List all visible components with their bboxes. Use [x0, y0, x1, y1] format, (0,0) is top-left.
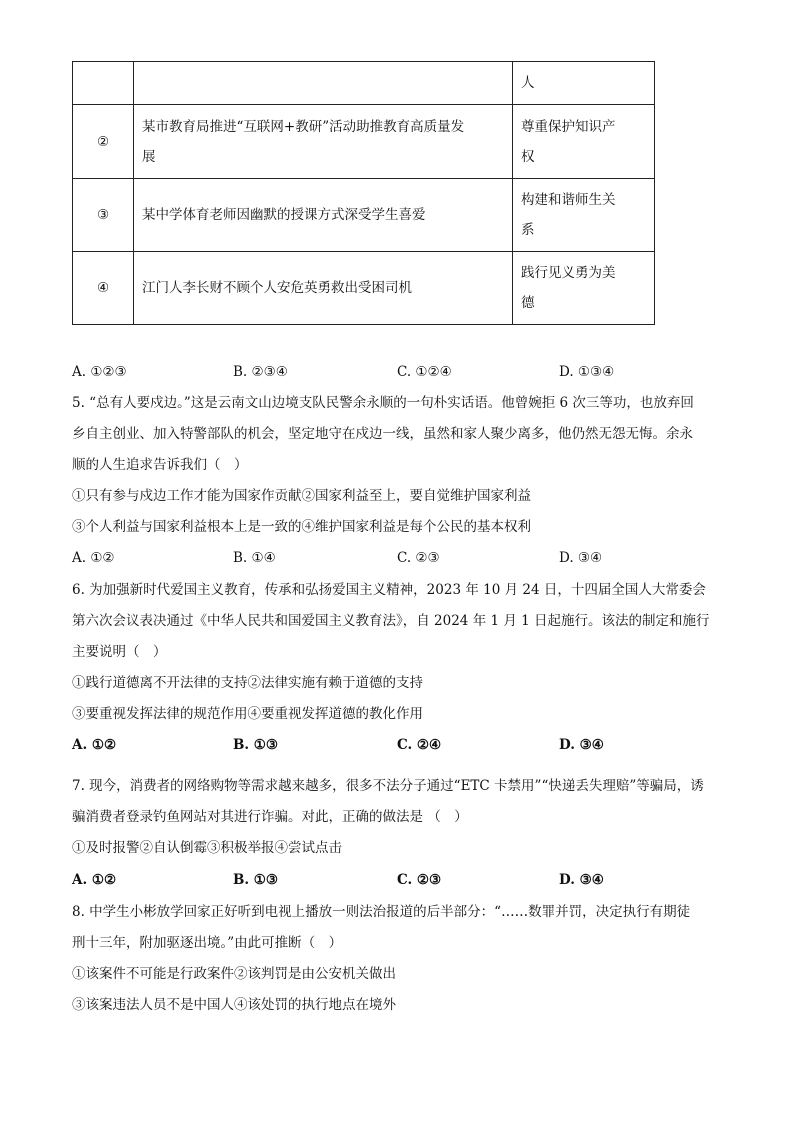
- question-5-stem-line: 5. “总有人要戍边。”这是云南文山边境支队民警余永顺的一句朴实话语。他曾婉拒 6 次三等功，也放弃回: [72, 395, 694, 411]
- option-d[interactable]: D. ③④: [559, 872, 604, 888]
- option-c[interactable]: C. ②③: [397, 872, 442, 888]
- option-a[interactable]: A. ①②: [72, 737, 117, 753]
- option-a[interactable]: A. ①②③: [72, 364, 127, 380]
- cell-line: 展: [142, 148, 156, 165]
- question-6-options: [72, 735, 632, 755]
- option-c[interactable]: C. ②④: [397, 737, 442, 753]
- option-b[interactable]: B. ①③: [233, 737, 279, 753]
- cell-line: 构建和谐师生关: [521, 192, 616, 208]
- question-7-stem-line: 骗消费者登录钓鱼网站对其进行诈骗。对此，正确的做法是 （ ）: [72, 809, 468, 825]
- table-cell-text: [134, 62, 513, 105]
- question-7-stem-line: 7. 现今，消费者的网络购物等需求越来越多，很多不法分子通过“ETC 卡禁用”“快递丢失理赔”等骗局，诱: [72, 778, 704, 794]
- cell-line: 践行见义勇为美: [521, 265, 616, 281]
- table-cell-text: 某中学体育老师因幽默的授课方式深受学生喜爱: [134, 179, 513, 252]
- question-6-statement: ①践行道德离不开法律的支持②法律实施有赖于道德的支持: [72, 675, 423, 691]
- question-6-stem-line: 第六次会议表决通过《中华人民共和国爱国主义教育法》，自 2024 年 1 月 1 日起施行。该法的制定和施行: [72, 613, 710, 629]
- question-5-stem-line: 乡自主创业、加入特警部队的机会，坚定地守在戍边一线，虽然和家人聚少离多，他仍然无怨无悔。余永: [72, 426, 693, 442]
- table-cell-value: [513, 179, 655, 252]
- cell-line: 尊重保护知识产: [521, 118, 616, 135]
- cell-line: 德: [521, 295, 535, 311]
- table-row: [73, 252, 655, 325]
- table-row: [73, 62, 655, 105]
- question-8-statement: ③该案违法人员不是中国人④该处罚的执行地点在境外: [72, 997, 396, 1013]
- question-8-statement: ①该案件不可能是行政案件②该判罚是由公安机关做出: [72, 966, 396, 982]
- question-4-table: [72, 61, 655, 325]
- question-8-stem-line: 刑十三年，附加驱逐出境。”由此可推断（ ）: [72, 935, 343, 951]
- option-a[interactable]: A. ①②: [72, 550, 115, 566]
- question-5-stem-line: 顺的人生追求告诉我们（ ）: [72, 457, 248, 473]
- table-cell-text: 江门人李长财不顾个人安危英勇救出受困司机: [134, 252, 513, 325]
- option-b[interactable]: B. ①④: [233, 550, 276, 566]
- table-row: [73, 179, 655, 252]
- question-6-stem-line: 6. 为加强新时代爱国主义教育，传承和弘扬爱国主义精神，2023 年 10 月 24 日，十四届全国人大常委会: [72, 582, 706, 598]
- question-8-stem-line: 8. 中学生小彬放学回家正好听到电视上播放一则法治报道的后半部分：“……数罪并罚，决定执行有期徒: [72, 904, 691, 920]
- option-a[interactable]: A. ①②: [72, 872, 117, 888]
- table-cell-text: [134, 105, 513, 179]
- question-5-options: [72, 548, 632, 568]
- option-c[interactable]: C. ②③: [397, 550, 440, 566]
- table-cell-value: [513, 252, 655, 325]
- option-d[interactable]: D. ③④: [559, 550, 603, 566]
- option-d[interactable]: D. ③④: [559, 737, 604, 753]
- table-cell-num: ②: [73, 105, 134, 179]
- table-cell-num: ④: [73, 252, 134, 325]
- table-cell-value: [513, 105, 655, 179]
- question-4-options: [72, 362, 632, 382]
- question-7-options: [72, 870, 632, 890]
- question-6-statement: ③要重视发挥法律的规范作用④要重视发挥道德的教化作用: [72, 706, 423, 722]
- question-5-statement: ①只有参与戍边工作才能为国家作贡献②国家利益至上，要自觉维护国家利益: [72, 488, 531, 504]
- question-7-statement: ①及时报警②自认倒霉③积极举报④尝试点击: [72, 840, 342, 856]
- question-5-statement: ③个人利益与国家利益根本上是一致的④维护国家利益是每个公民的基本权利: [72, 519, 531, 535]
- question-6-stem-line: 主要说明（ ）: [72, 644, 167, 660]
- option-b[interactable]: B. ①③: [233, 872, 279, 888]
- table-row: [73, 105, 655, 179]
- table-cell-value: 人: [513, 62, 655, 105]
- table-cell-num: ③: [73, 179, 134, 252]
- option-c[interactable]: C. ①②④: [397, 364, 452, 380]
- cell-line: 某市教育局推进“互联网+教研”活动助推教育高质量发: [142, 118, 465, 135]
- cell-line: 权: [521, 148, 535, 165]
- table-cell-num: [73, 62, 134, 105]
- option-d[interactable]: D. ①③④: [559, 364, 615, 380]
- option-b[interactable]: B. ②③④: [233, 364, 288, 380]
- cell-line: 系: [521, 222, 535, 238]
